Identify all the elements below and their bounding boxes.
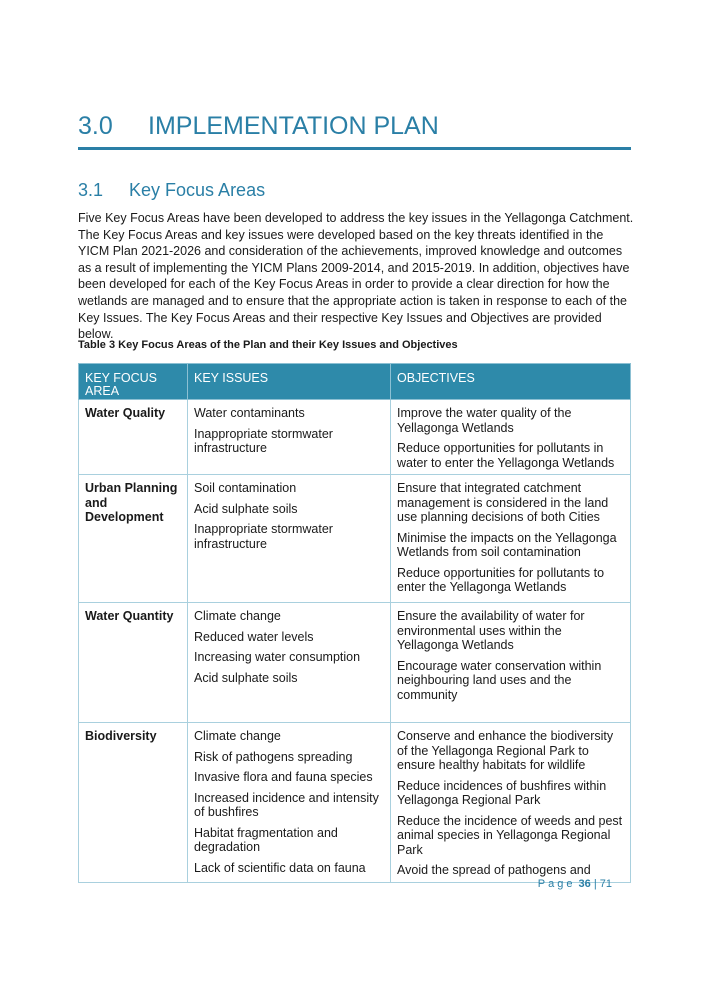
subsection-heading	[78, 180, 630, 201]
objective-item: Encourage water conservation within neighbouring land uses and the community	[397, 658, 602, 702]
issue-item: Reduced water levels	[194, 629, 314, 644]
heading-rule	[78, 147, 631, 150]
objective-item: Reduce the incidence of weeds and pest animal species in Yellagonga Regional Park	[397, 813, 623, 857]
focus-area-cell: Biodiversity	[79, 723, 188, 883]
subsection-title: Key Focus Areas	[129, 180, 266, 200]
focus-area-cell: Urban Planning and Development	[79, 475, 188, 603]
header-key-focus-area: KEY FOCUS AREA	[79, 364, 188, 400]
table-row	[79, 603, 631, 723]
intro-paragraph: Five Key Focus Areas have been developed to address the key issues in the Yellagonga Catchment. The Key Focus Areas and key issues were developed based on the key threats identified in the YICM Plan 2021-2026 and consideration of the achievements, improved knowledge and outcomes as a result of implementing the YICM Plans 2009-2014, and 2015-2019. In addition, objectives have been developed for each of the Key Focus Areas in order to provide a clear direction for how the wetlands are managed and to ensure that the appropriate action is taken in response to each of the Key Issues. The Key Focus Areas and their respective Key Issues and Objectives are provided below.	[78, 211, 634, 342]
page-number: 36	[578, 878, 591, 890]
section-heading	[78, 112, 630, 141]
objective-item: Reduce opportunities for pollutants in water to enter the Yellagonga Wetlands	[397, 441, 615, 470]
issue-item: Water contaminants	[194, 406, 305, 420]
issues-cell	[188, 603, 391, 723]
objective-item: Conserve and enhance the biodiversity of the Yellagonga Regional Park to ensure healthy habitats for wildlife	[397, 729, 614, 772]
subsection-number: 3.1	[78, 180, 104, 200]
objective-item: Minimise the impacts on the Yellagonga Wetlands from soil contamination	[397, 530, 617, 559]
issue-item: Habitat fragmentation and degradation	[194, 825, 338, 854]
focus-area-cell: Water Quantity	[79, 603, 188, 723]
issue-item: Climate change	[194, 729, 281, 743]
issue-item: Acid sulphate soils	[194, 501, 298, 516]
table-row	[79, 400, 631, 475]
objective-item: Reduce incidences of bushfires within Yellagonga Regional Park	[397, 778, 607, 807]
key-focus-areas-table	[78, 363, 631, 883]
table-header-row	[79, 364, 631, 400]
issue-item: Lack of scientific data on fauna	[194, 860, 366, 875]
focus-area-cell: Water Quality	[79, 400, 188, 475]
section-title: IMPLEMENTATION PLAN	[148, 112, 439, 140]
table-row	[79, 723, 631, 883]
table-caption: Table 3 Key Focus Areas of the Plan and their Key Issues and Objectives	[78, 339, 458, 351]
objective-item: Improve the water quality of the Yellagonga Wetlands	[397, 406, 572, 435]
objectives-cell	[391, 400, 631, 475]
issue-item: Inappropriate stormwater infrastructure	[194, 426, 333, 455]
issue-item: Climate change	[194, 609, 281, 623]
issue-item: Invasive flora and fauna species	[194, 770, 373, 784]
issue-item: Increasing water consumption	[194, 650, 361, 664]
objective-item: Reduce opportunities for pollutants to enter the Yellagonga Wetlands	[397, 565, 605, 594]
objectives-cell	[391, 475, 631, 603]
section-number: 3.0	[78, 112, 113, 140]
footer-separator: |	[593, 878, 597, 890]
issues-cell	[188, 475, 391, 603]
issue-item: Inappropriate stormwater infrastructure	[194, 522, 333, 551]
header-objectives: OBJECTIVES	[391, 364, 631, 400]
header-key-issues: KEY ISSUES	[188, 364, 391, 400]
objectives-cell	[391, 603, 631, 723]
page-footer	[480, 878, 612, 890]
table-row	[79, 475, 631, 603]
issues-cell	[188, 723, 391, 883]
objective-item: Ensure the availability of water for environmental uses within the Yellagonga Wetlands	[397, 609, 585, 652]
page-word: Page	[537, 878, 576, 890]
issue-item: Risk of pathogens spreading	[194, 749, 353, 764]
total-pages: 71	[599, 878, 612, 890]
objectives-cell	[391, 723, 631, 883]
issues-cell	[188, 400, 391, 475]
objective-item: Ensure that integrated catchment management is considered in the land use planning decisions of both Cities	[397, 481, 609, 524]
objective-item: Avoid the spread of pathogens and	[397, 863, 591, 877]
issue-item: Soil contamination	[194, 481, 297, 495]
issue-item: Acid sulphate soils	[194, 670, 298, 685]
issue-item: Increased incidence and intensity of bushfires	[194, 790, 379, 819]
